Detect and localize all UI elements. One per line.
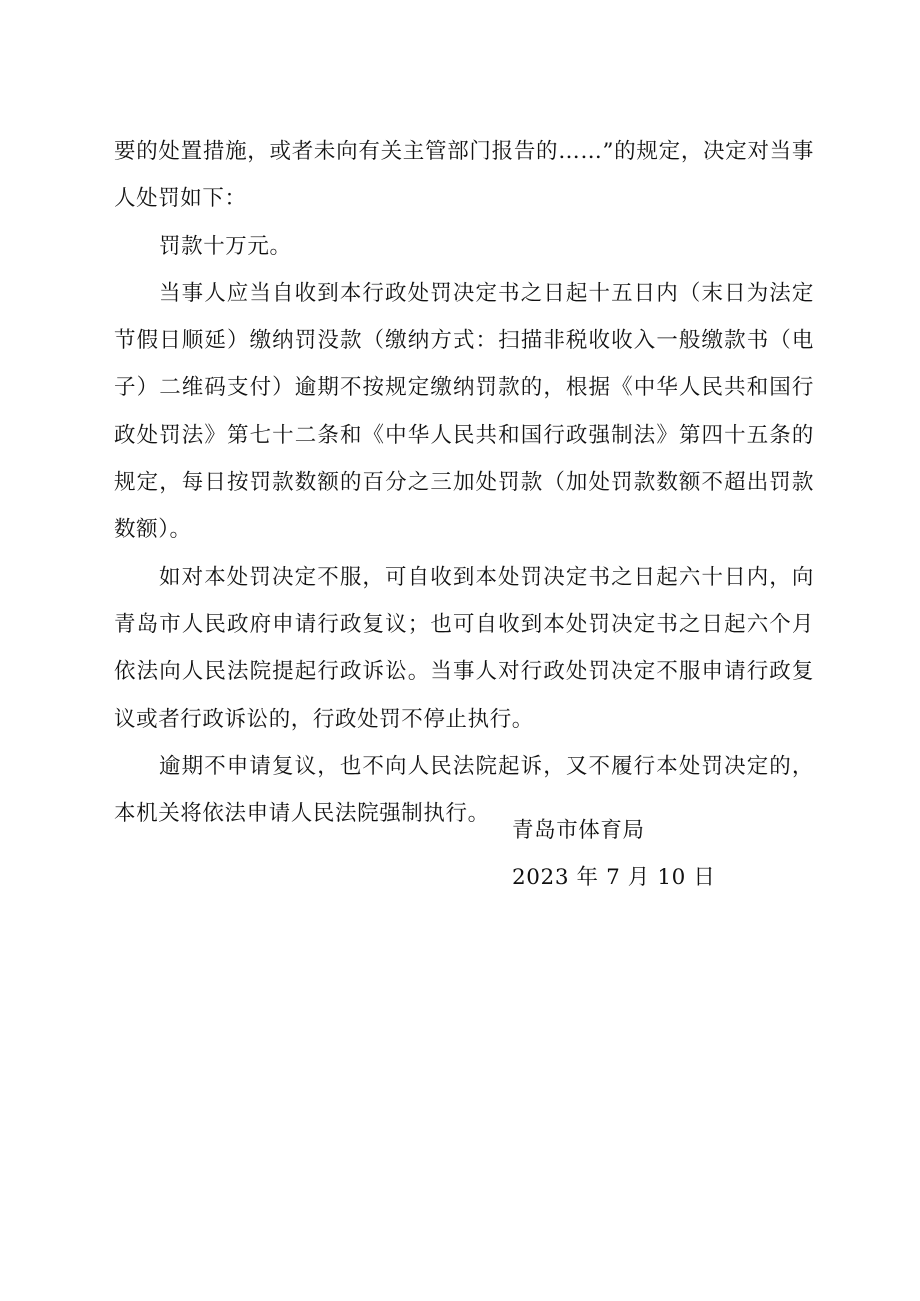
issue-date: 2023 年 7 月 10 日 (512, 865, 716, 891)
paragraph-penalty: 罚款十万元。 (159, 233, 292, 259)
paragraph-payment: 当事人应当自收到本行政处罚决定书之日起十五日内（末日为法定节假日顺延）缴纳罚没款（缴纳方式：扫描非税收收入一般缴款书（电子）二维码支付）逾期不按规定缴纳罚款的，根据《中华人民共和国行政处罚法》第七十二条和《中华人民共和国行政强制法》第四十五条的规定，每日按罚款数额的百分之三加处罚款（加处罚款数额不超出罚款数额）。 (114, 280, 814, 543)
issuing-agency: 青岛市体育局 (512, 818, 645, 843)
signature-block (512, 807, 715, 902)
paragraph-appeal: 如对本处罚决定不服，可自收到本处罚决定书之日起六十日内，向青岛市人民政府申请行政复议；也可自收到本处罚决定书之日起六个月依法向人民法院提起行政诉讼。当事人对行政处罚决定不服申请行政复议或者行政诉讼的，行政处罚不停止执行。 (114, 564, 814, 732)
document-body (114, 128, 814, 837)
paragraph-continuation: 要的处置措施，或者未向有关主管部门报告的……”的规定，决定对当事人处罚如下： (114, 139, 814, 212)
paragraph-enforcement: 逾期不申请复议，也不向人民法院起诉，又不履行本处罚决定的，本机关将依法申请人民法院强制执行。 (114, 753, 814, 827)
